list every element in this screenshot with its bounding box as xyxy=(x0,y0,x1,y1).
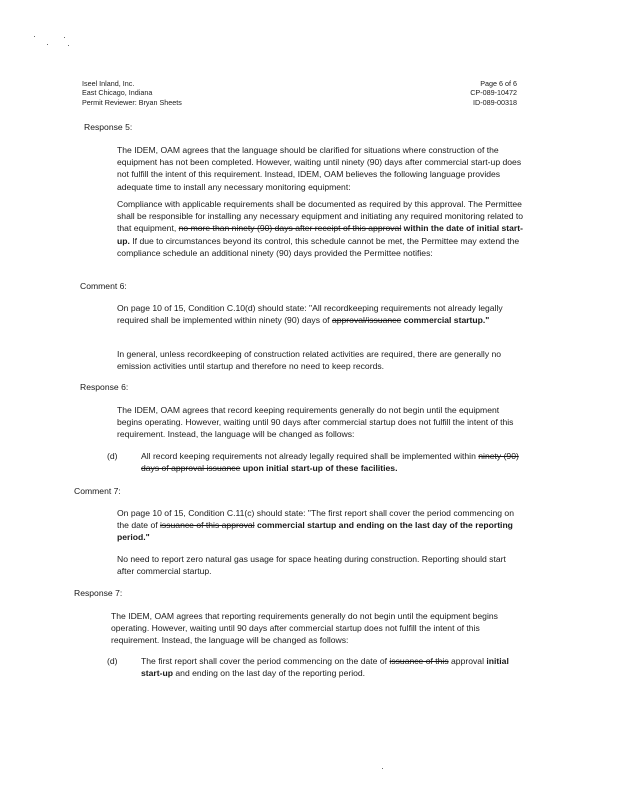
comment-6-label: Comment 6: xyxy=(80,281,127,291)
response-5-paragraph-2: Compliance with applicable requirements shall be documented as required by this approval. The Permittee shall be responsible for installing any necessary equipment and initiating any required monitoring related to that equipment, no more than ninety (90) days after receipt of this approval within the date of initial start-up. If due to circumstances beyond its control, this schedule cannot be met, the Permittee may extend the compliance schedule an additional ninety (90) days provided the Permittee notifies: xyxy=(117,199,524,258)
header-right xyxy=(470,79,517,107)
deleted-text: issuance of this xyxy=(389,656,449,666)
company-name: Iseel Inland, Inc. xyxy=(82,79,135,88)
scan-speck xyxy=(68,45,69,46)
list-item-marker: (d) xyxy=(107,451,118,461)
deleted-text: approval/issuance xyxy=(331,315,402,326)
scan-speck xyxy=(34,36,35,37)
page-number: Page 6 of 6 xyxy=(480,79,517,88)
comment-6-paragraph-1: On page 10 of 15, Condition C.10(d) should state: "All recordkeeping requirements not already legally required shall be implemented within ninety (90) days of approval/issuance commercial startup." xyxy=(117,303,503,326)
response-6-paragraph-1: The IDEM, OAM agrees that record keeping requirements generally do not begin until the equipment begins operating. However, waiting until 90 days after commercial startup does not fulfill the intent of this requirement. Instead, the language will be changed as follows: xyxy=(117,405,514,440)
comment-7-paragraph-1: On page 10 of 15, Condition C.11(c) should state: "The first report shall cover the period commencing on the date of issuance of this approval commercial startup and ending on the last day of the reporting period." xyxy=(117,508,514,543)
id-number: ID-089-00318 xyxy=(473,97,517,107)
response-6-list-item: (d) All record keeping requirements not already legally required shall be implemented within ninety (90) days of approval issuance upon initial start-up of these facilities. xyxy=(107,451,519,474)
list-item-marker: (d) xyxy=(107,656,118,666)
comment-7-paragraph-2: No need to report zero natural gas usage for space heating during construction. Reporting should start after commercial startup. xyxy=(117,554,506,577)
comment-7-label: Comment 7: xyxy=(74,486,121,496)
company-location: East Chicago, Indiana xyxy=(82,88,153,98)
scan-speck xyxy=(382,768,383,769)
response-7-paragraph-1: The IDEM, OAM agrees that reporting requirements generally do not begin until the equipment begins operating. However, waiting until 90 days after commercial startup does not fulfill the intent of this requirement. Instead, the language will be changed as follows: xyxy=(111,611,498,646)
response-7-list-item: (d) The first report shall cover the period commencing on the date of issuance of this approval initial start-up and ending on the last day of the reporting period. xyxy=(107,656,509,679)
scan-speck xyxy=(64,37,65,38)
response-5-label: Response 5: xyxy=(84,122,133,132)
deleted-text: no more than ninety (90) days after receipt of this approval xyxy=(178,223,402,234)
comment-6-paragraph-2: In general, unless recordkeeping of construction related activities are required, there are generally no emission activities until startup and therefore no need to keep records. xyxy=(117,349,502,372)
header-left xyxy=(82,79,182,107)
response-7-label: Response 7: xyxy=(74,588,123,598)
added-text: commercial startup." xyxy=(403,315,490,326)
response-6-label: Response 6: xyxy=(80,382,129,392)
added-text: initial start-up xyxy=(141,656,509,679)
deleted-text: ninety (90) days of approval issuance xyxy=(141,451,519,474)
cp-number: CP-089-10472 xyxy=(470,88,517,98)
permit-reviewer: Permit Reviewer: Bryan Sheets xyxy=(82,97,182,107)
added-text: within the date of initial start-up. xyxy=(117,223,524,246)
added-text: upon initial start-up of these facilities. xyxy=(242,463,398,474)
scan-speck xyxy=(47,44,48,45)
deleted-text: issuance of this approval xyxy=(160,520,255,531)
response-5-paragraph-1: The IDEM, OAM agrees that the language should be clarified for situations where construction of the equipment has not been completed. However, waiting until ninety (90) days after commercial start-up does not fulfill the intent of this requirement. Instead, IDEM, OAM believes the following language provides adequate time to install any necessary monitoring equipment: xyxy=(117,145,522,192)
added-text: commercial startup and ending on the last day of the reporting period." xyxy=(117,520,513,543)
